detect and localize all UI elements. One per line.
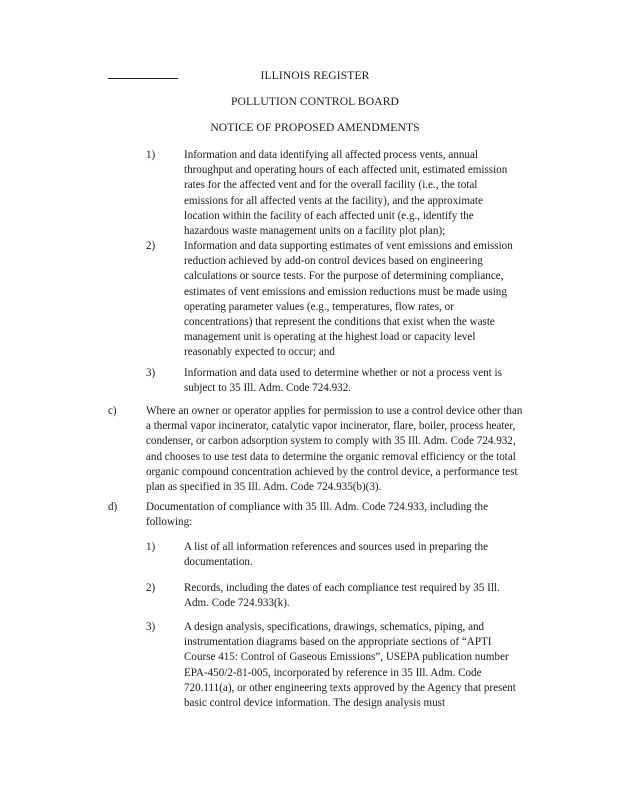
item-text: Records, including the dates of each compliance test required by 35 Ill. Adm. Code 724.933(k). — [184, 582, 500, 610]
item-label: 2) — [146, 240, 156, 252]
item-text: Information and data supporting estimates of vent emissions and emission reduction achieved by add-on control devices based on engineering calculations or source tests. For the purpose of determining compliance, estimates of vent emissions and emission reductions must be made using operating parameter values (e.g., temperatures, flow rates, or concentrations) that represent the conditions that exist when the waste management unit is operating at the highest load or capacity level reasonably expected to occur; and — [184, 240, 513, 359]
item-label: 3) — [146, 621, 156, 633]
item-text: Information and data identifying all affected process vents, annual throughput and operating hours of each affected unit, estimated emission rates for the affected vent and for the overall facility (i.e., the total emissions for all affected vents at the facility), and the approximate location within the facility of each affected unit (e.g., identify the hazardous waste management units on a facility plot plan); — [184, 149, 508, 238]
item-text: Documentation of compliance with 35 Ill. Adm. Code 724.933, including the following: — [146, 501, 488, 529]
item-text: Information and data used to determine whether or not a process vent is subject to 35 Ill. Adm. Code 724.932. — [184, 367, 502, 395]
register-title: ILLINOIS REGISTER — [260, 69, 370, 82]
item-text: A design analysis, specifications, drawings, schematics, piping, and instrumentation diagrams based on the appropriate sections of “APTI Course 415: Control of Gaseous Emissions”, USEPA publication number EPA-450/2-81-005, incorporated by reference in 35 Ill. Adm. Code 720.111(a), or other engineering texts approved by the Agency that present basic control device information. The design analysis must — [184, 621, 516, 710]
item-text: Where an owner or operator applies for permission to use a control device other than a thermal vapor incinerator, catalytic vapor incinerator, flare, boiler, process heater, condenser, or carbon adsorption system to comply with 35 Ill. Adm. Code 724.932, and chooses to use test data to determine the organic removal efficiency or the total organic compound concentration achieved by the control device, a performance test plan as specified in 35 Ill. Adm. Code 724.935(b)(3). — [146, 405, 523, 494]
notice-title: NOTICE OF PROPOSED AMENDMENTS — [210, 121, 420, 134]
item-label: d) — [108, 501, 118, 513]
item-label: 1) — [146, 541, 156, 553]
item-text: A list of all information references and sources used in preparing the documentation. — [184, 541, 489, 569]
item-label: 1) — [146, 149, 156, 161]
item-label: c) — [108, 405, 117, 417]
item-label: 3) — [146, 367, 156, 379]
item-label: 2) — [146, 582, 156, 594]
board-title: POLLUTION CONTROL BOARD — [230, 95, 400, 108]
